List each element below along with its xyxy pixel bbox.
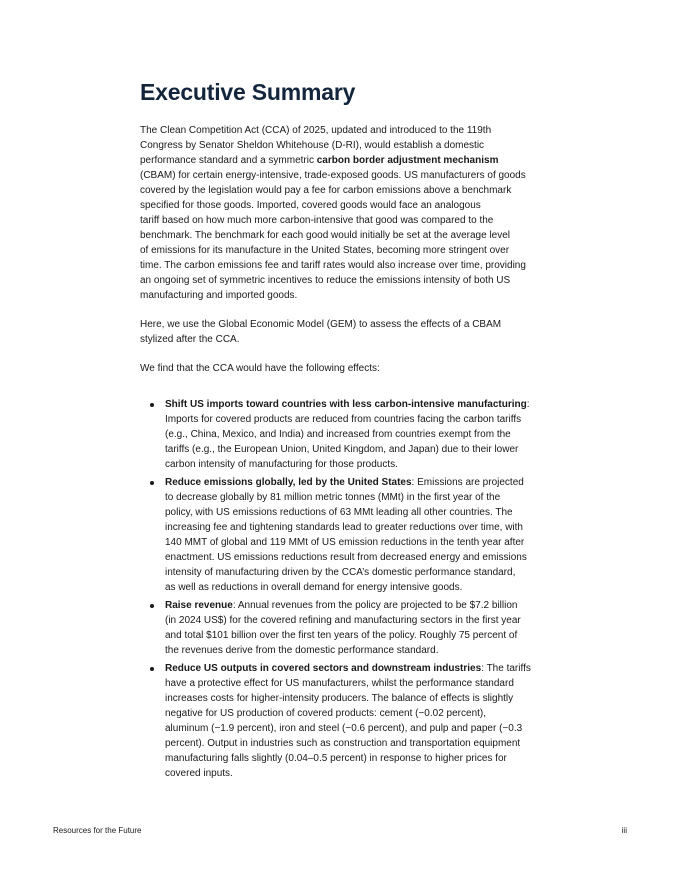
bullet-item bbox=[140, 598, 544, 658]
text-line: the revenues derive from the domestic performance standard. bbox=[165, 645, 439, 656]
text-run: : bbox=[526, 399, 530, 410]
bold-phrase: Shift US imports toward countries with less carbon-intensive manufacturing bbox=[165, 399, 527, 410]
page-title: Executive Summary bbox=[140, 79, 356, 105]
text-line: enactment. US emissions reductions result from decreased energy and emissions bbox=[165, 552, 527, 563]
footer-page-number: iii bbox=[621, 826, 627, 835]
text-line: to decrease globally by 81 million metric tonnes (MMt) in the first year of the bbox=[165, 492, 501, 503]
text-run: performance standard and a symmetric bbox=[140, 155, 317, 166]
text-line: carbon intensity of manufacturing for those products. bbox=[165, 459, 398, 470]
effects-list bbox=[140, 397, 544, 781]
text-line: negative for US production of covered products: cement (−0.02 percent), bbox=[165, 708, 487, 719]
text-line: of emissions for its manufacture in the United States, becoming more stringent over bbox=[140, 245, 510, 256]
text-line bbox=[165, 661, 544, 676]
text-line: have a protective effect for US manufacturers, whilst the performance standard bbox=[165, 678, 514, 689]
bold-phrase: Reduce US outputs in covered sectors and downstream industries bbox=[165, 663, 482, 674]
text-line: (CBAM) for certain energy-intensive, trade-exposed goods. US manufacturers of goods bbox=[140, 170, 526, 181]
text-line bbox=[165, 598, 544, 613]
text-line: benchmark. The benchmark for each good would initially be set at the average level bbox=[140, 230, 511, 241]
bullet-item bbox=[140, 397, 544, 472]
text-line: covered by the legislation would pay a fee for carbon emissions above a benchmark bbox=[140, 185, 512, 196]
paragraph bbox=[140, 317, 544, 347]
bullet-dot-icon bbox=[150, 604, 154, 608]
text-line: stylized after the CCA. bbox=[140, 334, 240, 345]
text-line: and total $101 billion over the first ten years of the policy. Roughly 75 percent of bbox=[165, 630, 518, 641]
bullet-item bbox=[140, 475, 544, 595]
text-run: : Annual revenues from the policy are projected to be $7.2 billion bbox=[232, 600, 518, 611]
bullet-item bbox=[140, 661, 544, 781]
text-line: Congress by Senator Sheldon Whitehouse (D-RI), would establish a domestic bbox=[140, 140, 485, 151]
body-content bbox=[140, 123, 544, 784]
text-line: aluminum (−1.9 percent), iron and steel (−0.6 percent), and pulp and paper (−0.3 bbox=[165, 723, 523, 734]
text-line: specified for those goods. Imported, covered goods would face an analogous bbox=[140, 200, 481, 211]
text-line: Imports for covered products are reduced from countries facing the carbon tariffs bbox=[165, 414, 522, 425]
bold-phrase: Raise revenue bbox=[165, 600, 233, 611]
text-line: tariff based on how much more carbon-intensive that good was compared to the bbox=[140, 215, 494, 226]
text-line: an ongoing set of symmetric incentives to reduce the emissions intensity of both US bbox=[140, 275, 511, 286]
text-line: intensity of manufacturing driven by the CCA’s domestic performance standard, bbox=[165, 567, 516, 578]
text-line: policy, with US emissions reductions of 63 MMt leading all other countries. The bbox=[165, 507, 513, 518]
text-line: percent). Output in industries such as construction and transportation equipment bbox=[165, 738, 521, 749]
text-line: manufacturing falls slightly (0.04–0.5 percent) in response to higher prices for bbox=[165, 753, 507, 764]
bold-phrase: Reduce emissions globally, led by the United States bbox=[165, 477, 412, 488]
text-line: time. The carbon emissions fee and tariff rates would also increase over time, providing bbox=[140, 260, 526, 271]
text-line: (in 2024 US$) for the covered refining and manufacturing sectors in the first year bbox=[165, 615, 521, 626]
text-line bbox=[165, 475, 544, 490]
text-line bbox=[140, 153, 544, 168]
text-line: We find that the CCA would have the following effects: bbox=[140, 363, 380, 374]
footer-publisher: Resources for the Future bbox=[53, 826, 142, 835]
text-line: The Clean Competition Act (CCA) of 2025, updated and introduced to the 119th bbox=[140, 125, 492, 136]
bold-phrase: carbon border adjustment mechanism bbox=[316, 155, 499, 166]
bullet-dot-icon bbox=[150, 403, 154, 407]
text-run: : The tariffs bbox=[481, 663, 531, 674]
text-line: (e.g., China, Mexico, and India) and increased from countries exempt from the bbox=[165, 429, 511, 440]
text-line: manufacturing and imported goods. bbox=[140, 290, 298, 301]
paragraphs bbox=[140, 123, 544, 376]
text-line: increases costs for higher-intensity producers. The balance of effects is slightly bbox=[165, 693, 514, 704]
text-line: 140 MMT of global and 119 MMt of US emission reductions in the tenth year after bbox=[165, 537, 525, 548]
text-line: as well as reductions in overall demand for energy intensive goods. bbox=[165, 582, 463, 593]
text-run: : Emissions are projected bbox=[411, 477, 524, 488]
paragraph bbox=[140, 361, 544, 376]
text-line: Here, we use the Global Economic Model (GEM) to assess the effects of a CBAM bbox=[140, 319, 502, 330]
text-line bbox=[165, 397, 544, 412]
bullet-dot-icon bbox=[150, 481, 154, 485]
paragraph bbox=[140, 123, 544, 303]
text-line: increasing fee and tightening standards lead to greater reductions over time, with bbox=[165, 522, 523, 533]
bullet-dot-icon bbox=[150, 667, 154, 671]
text-line: covered inputs. bbox=[165, 768, 233, 779]
text-line: tariffs (e.g., the European Union, United Kingdom, and Japan) due to their lower bbox=[165, 444, 519, 455]
